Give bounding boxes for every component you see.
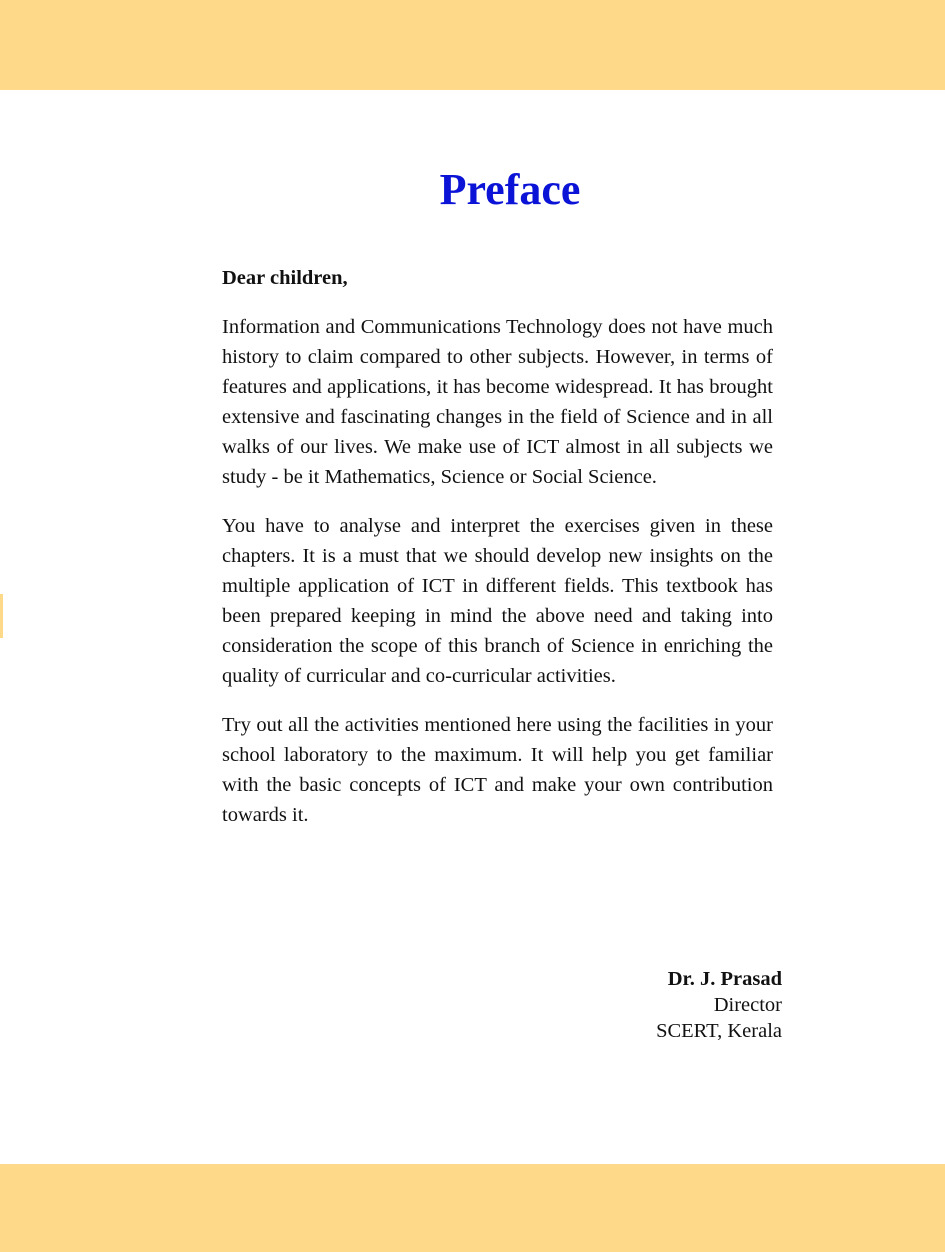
signatory-name: Dr. J. Prasad xyxy=(667,968,782,990)
page-title: Preface xyxy=(439,165,581,214)
paragraph-3: Try out all the activities mentioned here using the facilities in your school laboratory to the maximum. It will help you get familiar with the basic concepts of ICT and make your own contribution towards it. xyxy=(222,714,773,826)
signatory-role: Director xyxy=(713,994,782,1016)
edge-tab-mark xyxy=(0,594,3,638)
preface-body xyxy=(222,263,773,849)
salutation: Dear children, xyxy=(222,267,348,289)
signature-block xyxy=(480,966,782,1044)
footer-band xyxy=(0,1164,945,1252)
paragraph-1: Information and Communications Technology does not have much history to claim compared to other subjects. However, in terms of features and applications, it has become widespread. It has brought extensive and fascinating changes in the field of Science and in all walks of our lives. We make use of ICT almost in all subjects we study - be it Mathematics, Science or Social Science. xyxy=(222,316,773,488)
paragraph-2: You have to analyse and interpret the exercises given in these chapters. It is a must that we should develop new insights on the multiple application of ICT in different fields. This textbook has been prepared keeping in mind the above need and taking into consideration the scope of this branch of Science in enriching the quality of curricular and co-curricular activities. xyxy=(222,515,773,687)
signatory-organization: SCERT, Kerala xyxy=(656,1020,782,1042)
header-band xyxy=(0,0,945,90)
